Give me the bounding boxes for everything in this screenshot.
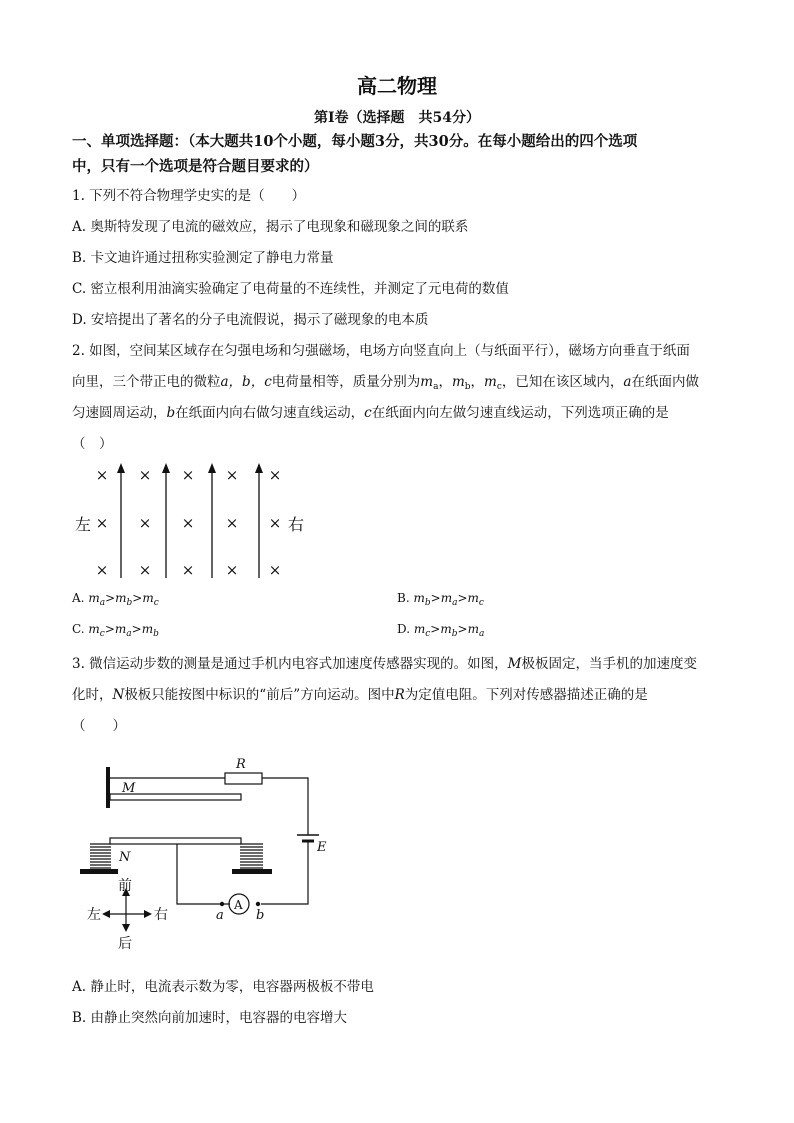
q1-option-c: C. 密立根利用油滴实验确定了电荷量的不连续性，并测定了元电荷的数值 [72, 281, 509, 297]
terminal-a [220, 902, 224, 906]
magnetic-cross: × [181, 514, 195, 532]
resistor [225, 773, 262, 784]
magnetic-cross: × [138, 514, 152, 532]
q3-option-a: A. 静止时，电流表示数为零，电容器两极板不带电 [72, 979, 374, 995]
q2-line3: 匀速圆周运动，b在纸面内向右做匀速直线运动，c在纸面内向左做匀速直线运动，下列选项正确的是 [72, 405, 669, 421]
magnetic-cross: × [138, 561, 152, 579]
q2-line2: 向里，三个带正电的微粒a，b，c电荷量相等，质量分别为$m_a$，$m_b$，$m_c$，已知在该区域内，a在纸面内做 [72, 374, 699, 392]
magnetic-cross: × [268, 466, 282, 484]
label-back: 后 [118, 936, 132, 952]
magnetic-cross: × [181, 561, 195, 579]
magnetic-cross: × [268, 561, 282, 579]
left-base [80, 869, 118, 874]
label-left: 左 [87, 907, 101, 923]
q2-mass-list: $m_a$，$m_b$，$m_c$ [420, 374, 502, 392]
q3-line1: 3. 微信运动步数的测量是通过手机内电容式加速度传感器实现的。如图，M极板固定，当手机的加速度变 [72, 656, 697, 672]
section-heading-line2: 中，只有一个选项是符合题目要求的） [72, 158, 319, 175]
q1-option-a: A. 奥斯特发现了电流的磁效应，揭示了电现象和磁现象之间的联系 [72, 219, 469, 235]
terminal-b [256, 902, 260, 906]
q2-option-c-text: $m_c>m_a>m_b$ [88, 622, 159, 639]
q2-line1: 2. 如图，空间某区域存在匀强电场和匀强磁场，电场方向竖直向上（与纸面平行），磁场方向垂直于纸面 [72, 343, 690, 359]
page-title: 高二物理 [357, 74, 437, 98]
left-spring [90, 844, 111, 868]
label-front: 前 [118, 878, 132, 894]
section-heading-line1: 一、单项选择题：（本大题共10个小题，每小题3分，共30分。在每小题给出的四个选项 [72, 133, 638, 150]
q2-option-b-text: $m_b>m_a>m_c$ [413, 591, 484, 608]
label-ammeter: A [234, 898, 243, 912]
label-R: R [236, 757, 246, 772]
right-base [232, 869, 272, 874]
label-b: b [256, 908, 265, 923]
magnetic-cross: × [181, 466, 195, 484]
q3-line2: 化时，N极板只能按图中标识的“前后”方向运动。图中R为定值电阻。下列对传感器描述正确的是 [72, 687, 648, 703]
fig-right-label: 右 [288, 515, 305, 534]
q2-option-a: A. $m_a>m_b>m_c$ [72, 591, 159, 608]
label-M: M [122, 781, 136, 796]
right-spring [240, 844, 263, 868]
q2-field-figure [70, 460, 320, 585]
magnetic-cross: × [268, 514, 282, 532]
magnetic-cross: × [95, 514, 109, 532]
q2-option-d-text: $m_c>m_b>m_a$ [413, 622, 485, 639]
magnetic-cross: × [225, 561, 239, 579]
magnetic-cross: × [138, 466, 152, 484]
q1-option-b: B. 卡文迪许通过扭称实验测定了静电力常量 [72, 250, 334, 266]
label-a: a [216, 908, 224, 923]
q2-option-a-text: $m_a>m_b>m_c$ [88, 591, 159, 608]
magnetic-cross: × [225, 514, 239, 532]
label-N: N [119, 850, 131, 865]
q2-option-c: C. $m_c>m_a>m_b$ [72, 622, 159, 639]
q2-line4: （ ） [72, 436, 113, 452]
magnetic-cross: × [95, 561, 109, 579]
q1-option-d: D. 安培提出了著名的分子电流假说，揭示了磁现象的电本质 [72, 312, 429, 328]
label-right: 右 [154, 907, 168, 923]
section-subtitle: 第Ⅰ卷（选择题 共54分） [313, 110, 481, 126]
magnetic-cross: × [225, 466, 239, 484]
q3-option-b: B. 由静止突然向前加速时，电容器的电容增大 [72, 1010, 348, 1026]
q3-line3: （ ） [72, 718, 126, 734]
fig-left-label: 左 [75, 515, 92, 534]
q3-sensor-figure [70, 748, 340, 958]
label-E: E [317, 840, 327, 855]
magnetic-cross: × [95, 466, 109, 484]
n-plate [110, 838, 241, 844]
q2-option-b: B. $m_b>m_a>m_c$ [397, 591, 484, 608]
q2-option-d: D. $m_c>m_b>m_a$ [397, 622, 485, 639]
q1-stem: 1. 下列不符合物理学史实的是（ ） [72, 188, 306, 204]
